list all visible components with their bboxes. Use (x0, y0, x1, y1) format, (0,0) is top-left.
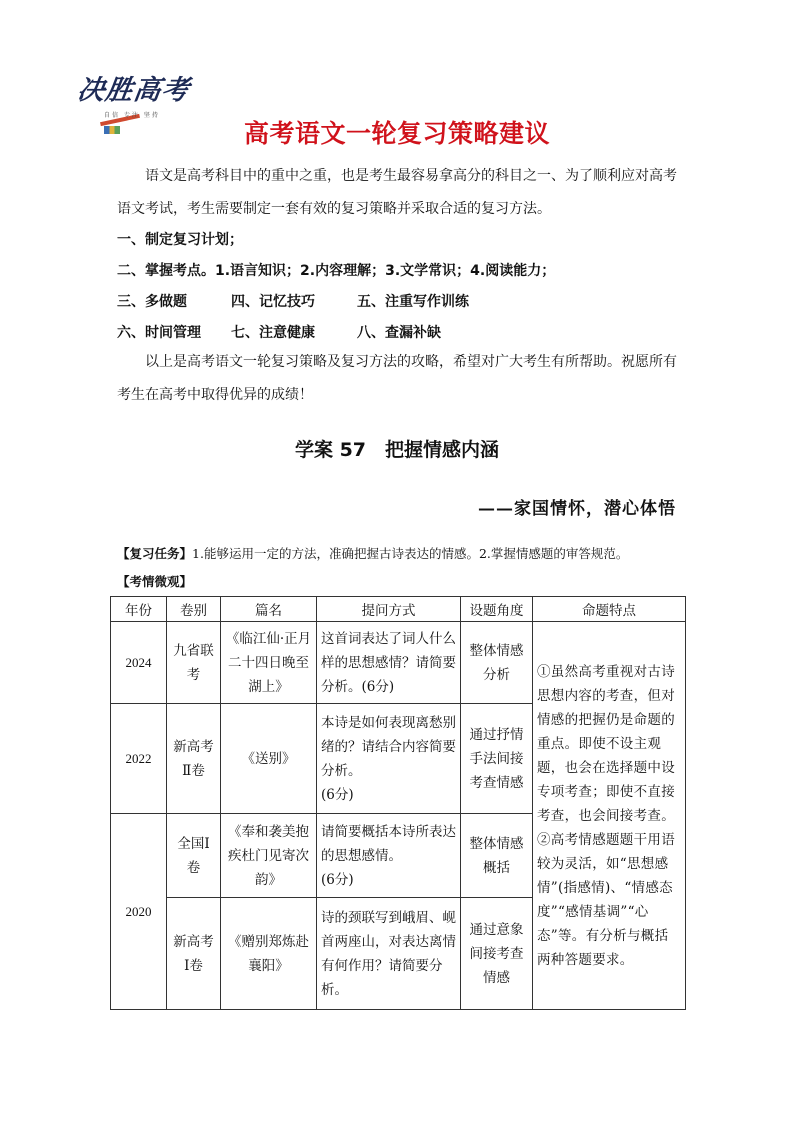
table-header-row (111, 597, 686, 622)
logo-text: 决胜高考 (75, 75, 192, 106)
case-subtitle: ——家国情怀，潜心体悟 (478, 499, 676, 519)
closing-paragraph: 以上是高考语文一轮复习策略及复习方法的攻略，希望对广大考生有所帮助。祝愿所有考生在高考中取得优异的成绩！ (117, 354, 677, 403)
cell-angle: 通过意象间接考查情感 (461, 898, 533, 1010)
strategy-line-3 (117, 291, 469, 311)
cell-title: 《临江仙·正月二十四日晚至湖上》 (221, 622, 317, 704)
strategy-line-1: 一、制定复习计划； (117, 232, 243, 248)
cell-year: 2022 (111, 704, 167, 814)
strategy-line-4 (117, 322, 441, 342)
cell-question: 诗的颈联写到峨眉、岘首两座山，对表达离情有何作用？请简要分析。 (317, 898, 461, 1010)
strategy-item: 八、查漏补缺 (357, 325, 441, 341)
header-title: 篇名 (221, 597, 317, 622)
strategy-item: 六、时间管理 (117, 325, 201, 341)
exam-overview-label: 【考情微观】 (117, 574, 193, 589)
cell-angle: 通过抒情手法间接考查情感 (461, 704, 533, 814)
review-task-label: 【复习任务】 (117, 546, 193, 561)
cell-paper: 新高考Ⅰ卷 (167, 898, 221, 1010)
header-angle: 设题角度 (461, 597, 533, 622)
cell-paper: 全国Ⅰ卷 (167, 814, 221, 898)
strategy-item: 七、注意健康 (231, 325, 315, 341)
cell-question (317, 814, 461, 898)
cell-paper: 新高考Ⅱ卷 (167, 704, 221, 814)
cell-year: 2024 (111, 622, 167, 704)
question-score: (6分) (321, 871, 354, 888)
strategy-item: 三、多做题 (117, 294, 187, 310)
table-row (111, 622, 686, 704)
review-task (117, 544, 628, 562)
intro-paragraph: 语文是高考科目中的重中之重，也是考生最容易拿高分的科目之一、为了顺利应对高考语文考试，考生需要制定一套有效的复习策略并采取合适的复习方法。 (117, 168, 677, 217)
cell-year: 2020 (111, 814, 167, 1010)
cell-feature: ①虽然高考重视对古诗思想内容的考查，但对情感的把握仍是命题的重点。即使不设主观题，也会在选择题中设专项考查；即使不直接考查，也会间接考查。②高考情感题题干用语较为灵活，如“思想感情”(指感情)、“情感态度”“感情基调”“心态”等。有分析与概括两种答题要求。 (533, 622, 686, 1010)
page-title: 高考语文一轮复习策略建议 (243, 119, 550, 148)
question-score: (6分) (321, 786, 354, 803)
cell-angle: 整体情感概括 (461, 814, 533, 898)
header-paper: 卷别 (167, 597, 221, 622)
question-text: 本诗是如何表现离愁别绪的？请结合内容简要分析。 (321, 714, 456, 779)
cell-title: 《奉和袭美抱疾杜门见寄次韵》 (221, 814, 317, 898)
cell-angle: 整体情感分析 (461, 622, 533, 704)
header-year: 年份 (111, 597, 167, 622)
cell-title: 《送别》 (221, 704, 317, 814)
case-title: 学案 57 把握情感内涵 (294, 439, 500, 461)
exam-table (110, 596, 686, 1010)
logo-slogan: 自信 专注 坚持 (104, 112, 160, 119)
cell-question: 这首词表达了词人什么样的思想感情？请简要分析。(6分) (317, 622, 461, 704)
cell-paper: 九省联考 (167, 622, 221, 704)
cell-title: 《赠别郑炼赴襄阳》 (221, 898, 317, 1010)
cell-question (317, 704, 461, 814)
strategy-item: 五、注重写作训练 (357, 294, 469, 310)
review-task-text: 1.能够运用一定的方法，准确把握古诗表达的情感。2.掌握情感题的审答规范。 (192, 546, 629, 561)
strategy-line-2: 二、掌握考点。1.语言知识；2.内容理解；3.文学常识；4.阅读能力； (117, 263, 556, 279)
question-text: 请简要概括本诗所表达的思想感情。 (321, 823, 456, 864)
header-question: 提问方式 (317, 597, 461, 622)
strategy-item: 四、记忆技巧 (231, 294, 315, 310)
header-feature: 命题特点 (533, 597, 686, 622)
